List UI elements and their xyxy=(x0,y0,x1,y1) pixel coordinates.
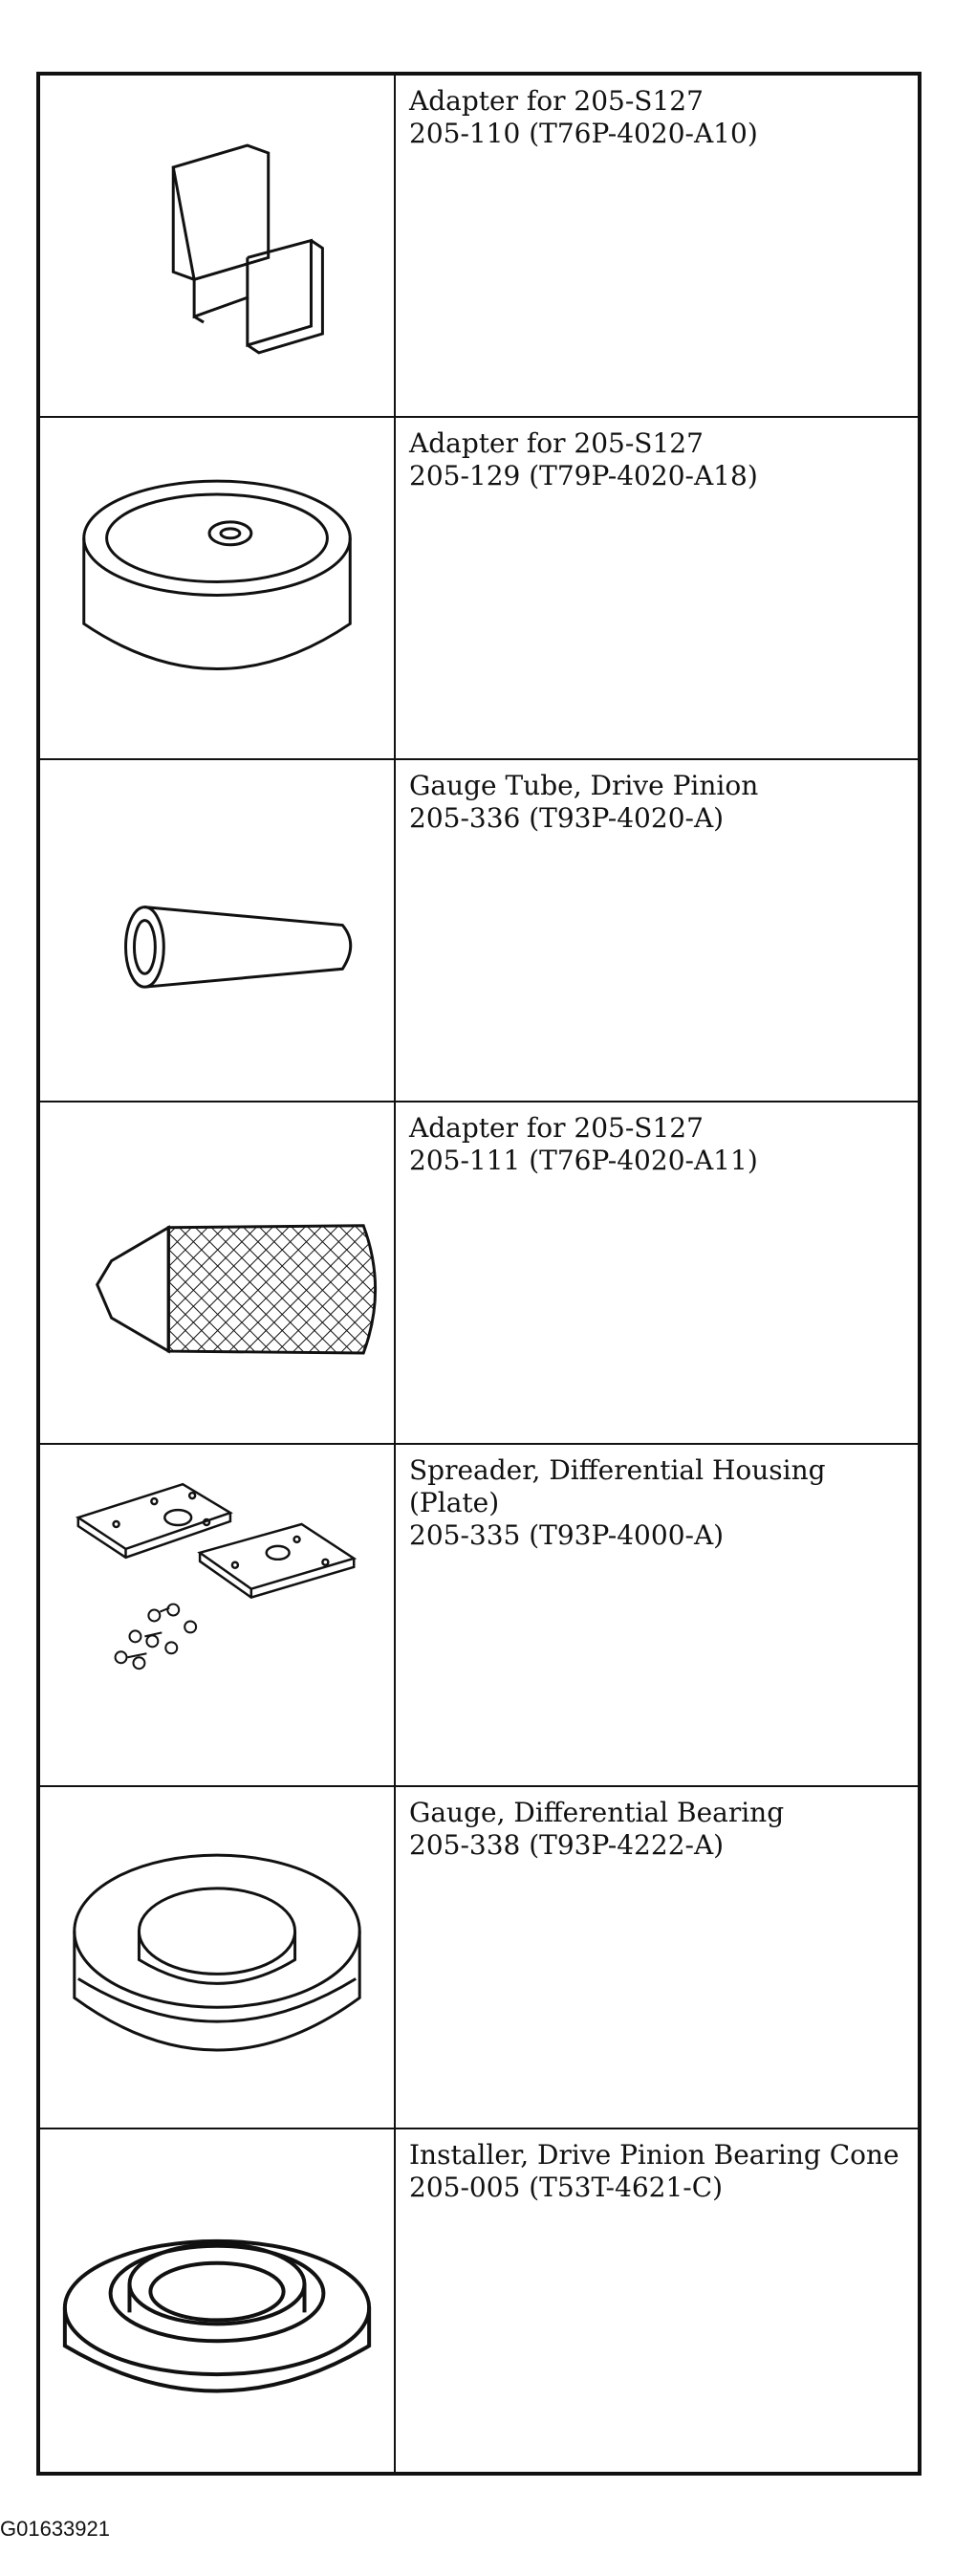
tool-number: 205-005 (T53T-4621-C) xyxy=(409,2172,724,2203)
tool-name: Adapter for 205-S127 xyxy=(409,85,704,117)
tool-number: 205-111 (T76P-4020-A11) xyxy=(409,1145,758,1176)
tool-number: 205-336 (T93P-4020-A) xyxy=(409,802,725,834)
figure-id: G01633921 xyxy=(0,2517,110,2541)
tool-description xyxy=(396,760,918,1102)
tool-number: 205-129 (T79P-4020-A18) xyxy=(409,460,758,491)
tool-number: 205-110 (T76P-4020-A10) xyxy=(409,118,758,149)
tool-description xyxy=(396,418,918,760)
tool-description xyxy=(396,1787,918,2129)
tool-illustration xyxy=(40,76,396,418)
tool-name: Gauge, Differential Bearing xyxy=(409,1797,785,1828)
spreader-plates-icon xyxy=(40,1445,394,1785)
tool-description xyxy=(396,1445,918,1787)
tool-illustration xyxy=(40,760,396,1102)
tool-description xyxy=(396,2129,918,2472)
tool-illustration xyxy=(40,418,396,760)
tool-name: Spreader, Differential Housing (Plate) xyxy=(409,1454,826,1518)
tool-name: Gauge Tube, Drive Pinion xyxy=(409,770,759,801)
tool-illustration xyxy=(40,1102,396,1445)
tool-illustration xyxy=(40,2129,396,2472)
tool-number: 205-335 (T93P-4000-A) xyxy=(409,1519,725,1551)
gauge-tube-icon xyxy=(40,760,394,1101)
bearing-cone-installer-icon xyxy=(40,2129,394,2472)
tool-number: 205-338 (T93P-4222-A) xyxy=(409,1829,725,1861)
tool-description xyxy=(396,1102,918,1445)
tool-name: Adapter for 205-S127 xyxy=(409,1112,704,1144)
tool-name: Adapter for 205-S127 xyxy=(409,427,704,459)
tool-illustration xyxy=(40,1445,396,1787)
tool-name: Installer, Drive Pinion Bearing Cone xyxy=(409,2139,900,2171)
l-block-adapter-icon xyxy=(40,76,394,416)
tool-description xyxy=(396,76,918,418)
knurled-adapter-icon xyxy=(40,1102,394,1443)
bearing-gauge-ring-icon xyxy=(40,1787,394,2128)
disc-adapter-icon xyxy=(40,418,394,758)
special-tools-table xyxy=(36,72,921,2476)
tool-illustration xyxy=(40,1787,396,2129)
